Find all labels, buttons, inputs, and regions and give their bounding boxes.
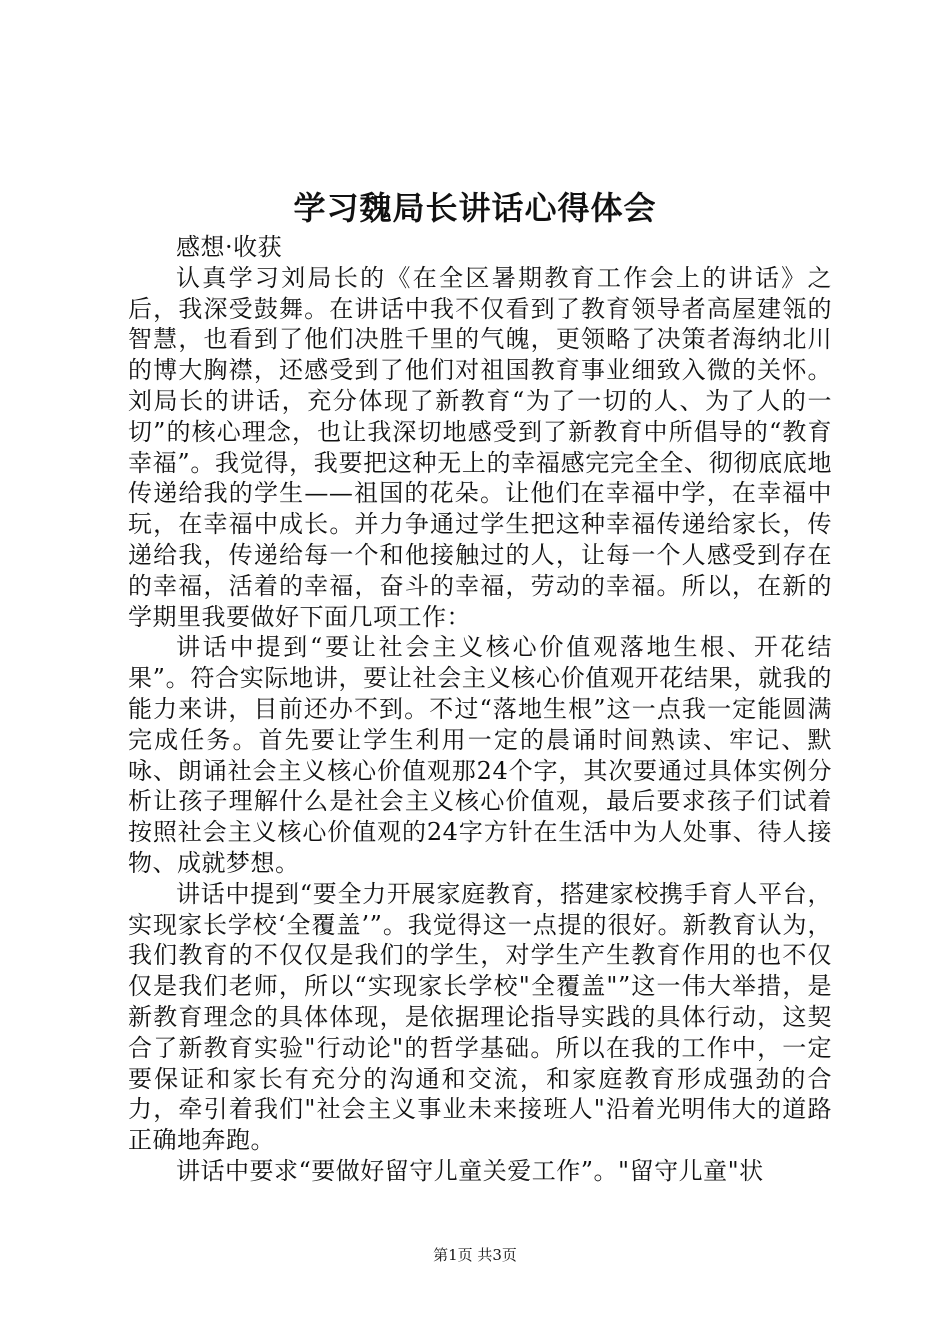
document-title: 学习魏局长讲话心得体会 <box>293 189 657 227</box>
paragraph: 讲话中要求“要做好留守儿童关爱工作”。"留守儿童"状 <box>176 1156 764 1185</box>
paragraph: 讲话中提到“要让社会主义核心价值观落地生根、开花结果”。符合实际地讲，要让社会主义核心价值观开花结果，就我的能力来讲，目前还办不到。不过“落地生根”这一点我一定能圆满完成任务。首先要让学生利用一定的晨诵时间熟读、牢记、默咏、朗诵社会主义核心价值观那24个字，其次要通过具体实例分析让孩子理解什么是社会主义核心价值观，最后要求孩子们试着按照社会主义核心价值观的24字方针在生活中为人处事、待人接物、成就梦想。 <box>128 633 832 877</box>
subtitle: 感想·收获 <box>176 233 283 261</box>
page-footer: 第1页 共3页 <box>433 1246 517 1264</box>
paragraph: 讲话中提到“要全力开展家庭教育，搭建家校携手育人平台，实现家长学校‘全覆盖’”。我觉得这一点提的很好。新教育认为，我们教育的不仅仅是我们的学生，对学生产生教育作用的也不仅仅是我们老师，所以“实现家长学校"全覆盖"”这一伟大举措，是新教育理念的具体体现，是依据理论指导实践的具体行动，这契合了新教育实验"行动论"的哲学基础。所以在我的工作中，一定要保证和家长有充分的沟通和交流，和家庭教育形成强劲的合力，牵引着我们"社会主义事业未来接班人"沿着光明伟大的道路正确地奔跑。 <box>128 879 832 1155</box>
paragraph: 认真学习刘局长的《在全区暑期教育工作会上的讲话》之后，我深受鼓舞。在讲话中我不仅看到了教育领导者高屋建瓴的智慧，也看到了他们决胜千里的气魄，更领略了决策者海纳北川的博大胸襟，还感受到了他们对祖国教育事业细致入微的关怀。刘局长的讲话，充分体现了新教育“为了一切的人、为了人的一切”的核心理念，也让我深切地感受到了新教育中所倡导的“教育幸福”。我觉得，我要把这种无上的幸福感完完全全、彻彻底底地传递给我的学生——祖国的花朵。让他们在幸福中学，在幸福中玩，在幸福中成长。并力争通过学生把这种幸福传递给家长，传递给我，传递给每一个和他接触过的人，让每一个人感受到存在的幸福，活着的幸福，奋斗的幸福，劳动的幸福。所以，在新的学期里我要做好下面几项工作： <box>128 263 832 631</box>
document-body <box>128 232 832 1187</box>
